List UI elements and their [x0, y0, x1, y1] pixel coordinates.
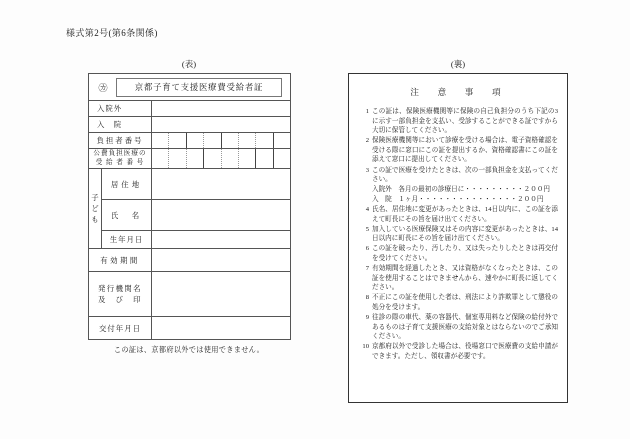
list-item [358, 107, 558, 136]
digit-cell[interactable] [169, 133, 186, 148]
note-text: 往診の際の車代、薬の容器代、個室専用料など保険の給付外であるものは子育て支援医療の支給対象とはならないのでご承知ください。 [372, 313, 558, 341]
note-number: 2 [365, 137, 369, 145]
note-number: 5 [365, 225, 369, 233]
public-recipient-number-grid[interactable] [152, 149, 290, 168]
value-valid-period[interactable] [152, 249, 291, 272]
digit-cell[interactable] [222, 149, 239, 168]
child-char-1: 子 [91, 193, 99, 202]
note-subline-inpatient: 入 院 １ヶ月・・・・・・・・・・・・・・・２００円 [372, 195, 544, 203]
front-form-table [88, 73, 291, 340]
note-text: 有効期間を経過したとき、又は資格がなくなったときは、この証を使用することはできませんから、速やかに町長に返してください。 [372, 265, 558, 292]
front-panel-caption: (表) [181, 59, 197, 69]
front-panel [88, 58, 290, 355]
note-text: この証は、保険医療機関等に保険の自己負担分のうち下記の3に示す一部負担金を支払い、受診することができる証ですから大切に保管してください。 [372, 108, 558, 135]
issuer-label-line-1: 発行機関名 [98, 284, 142, 293]
note-text: 保険医療機関等において診療を受ける場合は、電子資格確認を受ける際に窓口にこの証を提出するか、資格確認書にこの証を添えて窓口に提出してください。 [372, 137, 558, 164]
value-inpatient[interactable] [152, 117, 291, 133]
table-row-title [89, 74, 291, 101]
label-residence: 居住地 [102, 169, 152, 200]
note-number: 3 [365, 166, 369, 174]
back-panel [348, 58, 568, 403]
notes-title: 注 意 事 項 [410, 87, 506, 97]
note-number: 7 [365, 265, 369, 272]
certificate-title: 京都子育て支援医療費受給者証 [116, 78, 282, 97]
payer-number-grid[interactable] [152, 133, 290, 148]
value-payer-number[interactable] [152, 133, 291, 149]
note-number: 4 [365, 205, 369, 213]
label-child-vertical [89, 169, 102, 249]
table-row-issuer [89, 272, 291, 317]
label-line-1: 公費負担医療の [93, 150, 147, 157]
digit-cell[interactable] [204, 149, 221, 168]
digit-cell[interactable] [274, 149, 290, 168]
front-footnote: この証は、京都府以外では使用できません。 [113, 346, 265, 354]
list-item [358, 244, 558, 263]
value-outpatient[interactable] [152, 101, 291, 117]
note-number: 6 [365, 245, 369, 253]
value-issue-date[interactable] [152, 317, 291, 340]
list-item [358, 342, 558, 361]
notes-list [358, 107, 558, 361]
note-text: この証で医療を受けたときは、次の一部負担金を支払ってください。 [372, 166, 558, 184]
note-text: 不正にこの証を使用した者は、刑法により詐欺罪として懲役の処分を受けます。 [372, 294, 558, 311]
digit-cell[interactable] [169, 149, 186, 168]
note-text: この証を破ったり、汚したり、又は失ったりしたときは再交付を受けてください。 [372, 245, 558, 262]
title-cell [89, 74, 291, 101]
label-line-2: 受 給 者 番 号 [95, 158, 145, 166]
list-item [358, 264, 558, 293]
digit-cell[interactable] [187, 133, 204, 148]
label-public-recipient-number [89, 149, 152, 169]
list-item [358, 136, 558, 165]
note-number: 9 [365, 313, 369, 321]
value-birthdate[interactable] [152, 231, 291, 249]
label-outpatient: 入院外 [89, 101, 152, 117]
digit-cell[interactable] [239, 133, 256, 148]
list-item [358, 293, 558, 312]
label-issuer [89, 272, 152, 317]
digit-cell[interactable] [239, 149, 256, 168]
value-public-recipient-number[interactable] [152, 149, 291, 169]
form-number-header: 様式第2号(第6条関係) [66, 28, 158, 38]
back-panel-caption: (裏) [450, 59, 466, 69]
label-name: 氏 名 [102, 200, 152, 231]
list-item [358, 166, 558, 185]
note-number: 8 [365, 294, 369, 302]
child-char-3: も [91, 215, 99, 224]
table-row-public-recipient-number [89, 149, 291, 169]
value-issuer[interactable] [152, 272, 291, 317]
circled-ka-icon: ㋕ [98, 82, 108, 93]
table-row-child-name [89, 200, 291, 231]
list-item [358, 225, 558, 244]
value-residence[interactable] [152, 169, 291, 200]
table-row-inpatient [89, 117, 291, 133]
note-text: 加入している医療保険又はその内容に変更があったときは、14日以内に町長にその旨を届け出てください。 [372, 225, 558, 243]
table-row-child-birthdate [89, 231, 291, 249]
digit-cell[interactable] [222, 133, 239, 148]
notes-frame [348, 73, 568, 403]
label-valid-period: 有効期間 [89, 249, 152, 272]
label-issue-date: 交付年月日 [89, 317, 152, 340]
label-birthdate: 生年月日 [102, 231, 152, 249]
child-char-2: ど [91, 204, 99, 213]
digit-cell[interactable] [204, 133, 221, 148]
digit-cell[interactable] [256, 149, 273, 168]
note-text: 氏名、居住地に変更があったときは、14日以内に、この証を添えて町長にその旨を届け出てください。 [372, 205, 558, 223]
label-inpatient: 入 院 [89, 117, 152, 133]
list-item-sublines [358, 185, 558, 204]
table-row-valid-period [89, 249, 291, 272]
list-item [358, 313, 558, 342]
table-row-payer-number [89, 133, 291, 149]
list-item [358, 205, 558, 224]
issuer-label-line-2: 及 び 印 [98, 295, 142, 304]
digit-cell[interactable] [256, 133, 273, 148]
note-subline-outpatient: 入院外 各月の最初の診療日に・・・・・・・・・２００円 [372, 186, 551, 194]
digit-cell[interactable] [152, 149, 169, 168]
value-name[interactable] [152, 200, 291, 231]
digit-cell[interactable] [187, 149, 204, 168]
note-text: 京都府以外で受診した場合は、役場窓口で医療費の支給申請ができます。ただし、領収書が必要です。 [372, 343, 558, 360]
digit-cell[interactable] [274, 133, 290, 148]
note-number: 1 [365, 108, 369, 115]
label-payer-number: 負担者番号 [89, 133, 152, 149]
table-row-child-residence [89, 169, 291, 200]
table-row-issue-date [89, 317, 291, 340]
note-number: 10 [362, 343, 369, 351]
table-row-outpatient [89, 101, 291, 117]
digit-cell[interactable] [152, 133, 169, 148]
